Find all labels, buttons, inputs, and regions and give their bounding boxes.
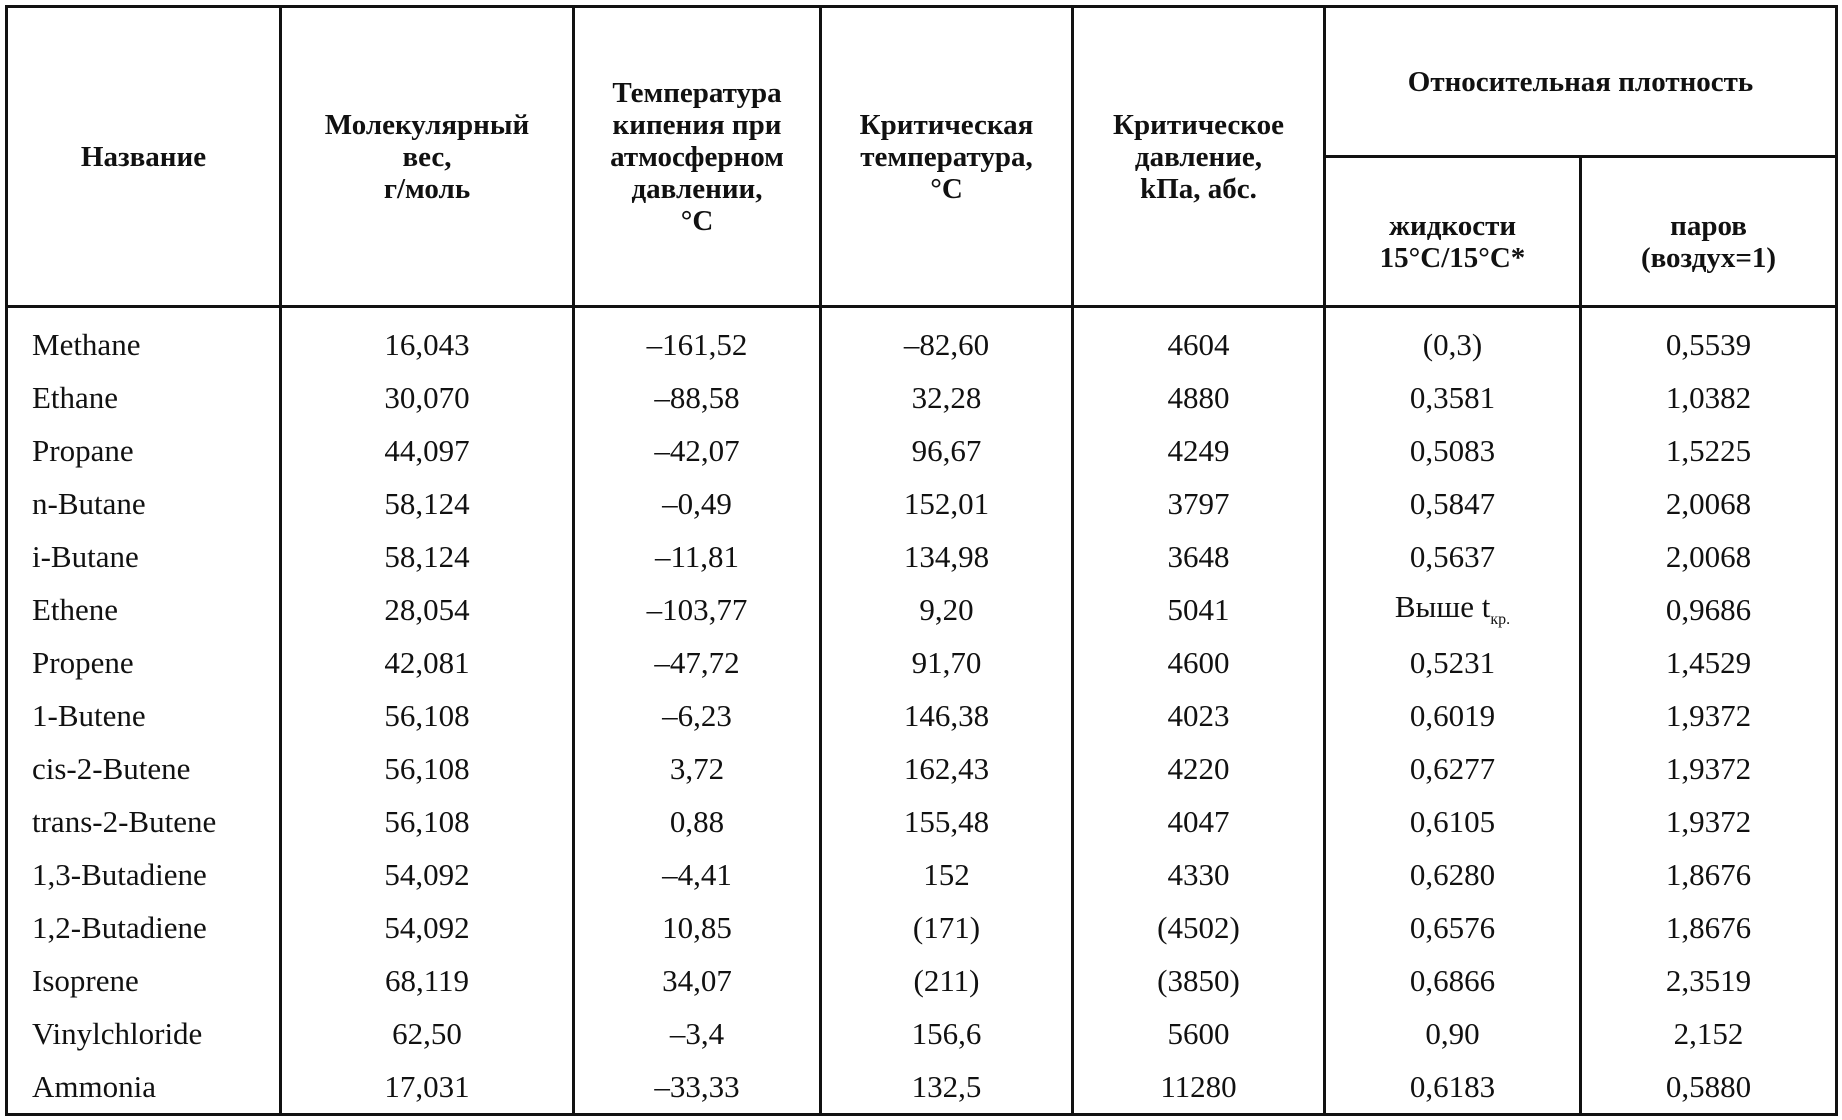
cell-value: 5600: [1167, 1015, 1230, 1051]
critical-temperature-cell: [821, 1007, 1073, 1060]
name-cell: [7, 424, 281, 477]
header-line: атмосферном: [610, 140, 784, 173]
cell-value: 10,85: [662, 909, 732, 945]
name-cell: [7, 901, 281, 954]
cell-value: 2,0068: [1665, 538, 1752, 574]
cell-value: –33,33: [654, 1068, 740, 1104]
liquid-density-cell: [1325, 1007, 1581, 1060]
cell-value: 4600: [1167, 644, 1230, 680]
cell-value: 1,8676: [1665, 909, 1752, 945]
cell-value: (171): [912, 909, 981, 945]
cell-value: 4249: [1167, 432, 1230, 468]
liquid-density-cell: [1325, 901, 1581, 954]
molecular-weight-cell: [281, 424, 574, 477]
cell-value: 1,9372: [1665, 697, 1752, 733]
liquid-density-cell: [1325, 1060, 1581, 1115]
table-row: [7, 477, 1837, 530]
vapor-density-cell: [1581, 795, 1837, 848]
cell-value: Propane: [32, 432, 134, 468]
molecular-weight-cell: [281, 795, 574, 848]
critical-temperature-cell: [821, 795, 1073, 848]
cell-value: 56,108: [384, 750, 470, 786]
liquid-density-cell: [1325, 954, 1581, 1007]
cell-value: 156,6: [911, 1015, 982, 1051]
table-row: [7, 1060, 1837, 1115]
vapor-density-cell: [1581, 1060, 1837, 1115]
cell-value: (0,3): [1422, 326, 1483, 362]
header-line: 15°С/15°С*: [1379, 241, 1526, 274]
liquid-density-cell: [1325, 848, 1581, 901]
molecular-weight-cell: [281, 742, 574, 795]
cell-value: 62,50: [392, 1015, 462, 1051]
liquid-density-cell: [1325, 307, 1581, 372]
vapor-density-cell: [1581, 742, 1837, 795]
molecular-weight-cell: [281, 530, 574, 583]
table-row: [7, 530, 1837, 583]
vapor-density-cell: [1581, 371, 1837, 424]
cell-value: 1,0382: [1665, 379, 1752, 415]
table-row: [7, 689, 1837, 742]
cell-value: 0,5847: [1409, 485, 1496, 521]
cell-value: cis-2-Butene: [32, 750, 191, 786]
table-row: [7, 848, 1837, 901]
cell-value: 1,5225: [1665, 432, 1752, 468]
cell-value: Ethene: [32, 591, 119, 627]
cell-value: 5041: [1167, 591, 1230, 627]
cell-value: 96,67: [911, 432, 982, 468]
critical-temperature-cell: [821, 689, 1073, 742]
cell-value: 2,0068: [1665, 485, 1752, 521]
critical-pressure-cell: [1073, 954, 1325, 1007]
liquid-density-cell: [1325, 530, 1581, 583]
header-line: давлении,: [631, 172, 763, 205]
cell-value: n-Butane: [32, 485, 146, 521]
table-row: [7, 636, 1837, 689]
name-cell: [7, 636, 281, 689]
cell-value: Ammonia: [32, 1068, 156, 1104]
properties-table: [5, 5, 1838, 1116]
cell-value: –103,77: [646, 591, 748, 627]
boiling-point-cell: [574, 954, 821, 1007]
cell-value: 134,98: [903, 538, 990, 574]
header-line: вес,: [402, 140, 452, 173]
header-vapor-density: [1581, 157, 1837, 307]
table-row: [7, 742, 1837, 795]
boiling-point-cell: [574, 583, 821, 636]
cell-value: 0,6019: [1409, 697, 1496, 733]
name-cell: [7, 689, 281, 742]
table-row: [7, 954, 1837, 1007]
critical-pressure-cell: [1073, 901, 1325, 954]
cell-value: 2,3519: [1665, 962, 1752, 998]
vapor-density-cell: [1581, 848, 1837, 901]
cell-value: 1,3-Butadiene: [32, 856, 207, 892]
header-line: kПа, абс.: [1140, 172, 1257, 205]
name-cell: [7, 307, 281, 372]
critical-temperature-cell: [821, 954, 1073, 1007]
critical-pressure-cell: [1073, 424, 1325, 477]
cell-value: 0,5539: [1665, 326, 1752, 362]
cell-value: –0,49: [662, 485, 732, 521]
name-cell: [7, 1007, 281, 1060]
boiling-point-cell: [574, 371, 821, 424]
vapor-density-cell: [1581, 583, 1837, 636]
cell-value: 0,6866: [1409, 962, 1496, 998]
cell-value: 4604: [1167, 326, 1230, 362]
critical-pressure-cell: [1073, 1060, 1325, 1115]
cell-value: –82,60: [903, 326, 990, 362]
boiling-point-cell: [574, 477, 821, 530]
name-cell: [7, 530, 281, 583]
cell-value: 28,054: [384, 591, 470, 627]
table-row: [7, 371, 1837, 424]
header-relative-density: [1325, 7, 1837, 157]
liquid-density-cell: [1325, 636, 1581, 689]
header-boiling-point: [574, 7, 821, 307]
header-line: температура,: [860, 140, 1033, 173]
critical-pressure-cell: [1073, 307, 1325, 372]
cell-value: 1,9372: [1665, 750, 1752, 786]
molecular-weight-cell: [281, 689, 574, 742]
table-body: [7, 307, 1837, 1115]
cell-value: 3,72: [669, 750, 725, 786]
cell-value: 1,4529: [1665, 644, 1752, 680]
cell-value: –6,23: [662, 697, 732, 733]
vapor-density-cell: [1581, 1007, 1837, 1060]
cell-subscript: кр.: [1490, 611, 1511, 629]
critical-pressure-cell: [1073, 371, 1325, 424]
cell-value: 16,043: [384, 326, 470, 362]
cell-value: i-Butane: [32, 538, 139, 574]
cell-value: 17,031: [384, 1068, 470, 1104]
boiling-point-cell: [574, 742, 821, 795]
critical-pressure-cell: [1073, 530, 1325, 583]
table-row: [7, 795, 1837, 848]
critical-pressure-cell: [1073, 795, 1325, 848]
boiling-point-cell: [574, 424, 821, 477]
cell-value: 4880: [1167, 379, 1230, 415]
vapor-density-cell: [1581, 530, 1837, 583]
cell-value: –47,72: [654, 644, 740, 680]
critical-temperature-cell: [821, 1060, 1073, 1115]
liquid-density-cell: [1325, 583, 1581, 636]
cell-value: 0,6105: [1409, 803, 1496, 839]
cell-value: 4330: [1167, 856, 1230, 892]
name-cell: [7, 954, 281, 1007]
cell-value: 91,70: [911, 644, 982, 680]
cell-value: (4502): [1157, 909, 1240, 945]
liquid-density-cell: [1325, 742, 1581, 795]
name-cell: [7, 583, 281, 636]
cell-value: 44,097: [384, 432, 470, 468]
header-critical-pressure: [1073, 7, 1325, 307]
molecular-weight-cell: [281, 583, 574, 636]
cell-value: 4220: [1167, 750, 1230, 786]
header-line: (воздух=1): [1640, 241, 1777, 274]
cell-value: 3797: [1167, 485, 1230, 521]
molecular-weight-cell: [281, 371, 574, 424]
name-cell: [7, 848, 281, 901]
table-row: [7, 424, 1837, 477]
vapor-density-cell: [1581, 307, 1837, 372]
liquid-density-cell: [1325, 477, 1581, 530]
cell-value: 34,07: [662, 962, 732, 998]
molecular-weight-cell: [281, 307, 574, 372]
critical-pressure-cell: [1073, 1007, 1325, 1060]
cell-value: 132,5: [911, 1068, 982, 1104]
cell-value: (211): [913, 962, 980, 998]
molecular-weight-cell: [281, 477, 574, 530]
molecular-weight-cell: [281, 1060, 574, 1115]
header-line: паров: [1670, 209, 1747, 242]
cell-value: –88,58: [654, 379, 740, 415]
cell-value: 56,108: [384, 803, 470, 839]
critical-pressure-cell: [1073, 848, 1325, 901]
vapor-density-cell: [1581, 689, 1837, 742]
molecular-weight-cell: [281, 901, 574, 954]
cell-value: 42,081: [384, 644, 470, 680]
boiling-point-cell: [574, 530, 821, 583]
cell-value: 0,5637: [1409, 538, 1496, 574]
boiling-point-cell: [574, 689, 821, 742]
header-line: кипения при: [612, 108, 782, 141]
cell-value: 0,9686: [1665, 591, 1752, 627]
cell-value: 56,108: [384, 697, 470, 733]
cell-value: 4023: [1167, 697, 1230, 733]
cell-value: trans-2-Butene: [32, 803, 217, 839]
vapor-density-cell: [1581, 954, 1837, 1007]
cell-value: 4047: [1167, 803, 1230, 839]
cell-value: 0,88: [669, 803, 725, 839]
cell-value: 54,092: [384, 856, 470, 892]
critical-temperature-cell: [821, 371, 1073, 424]
cell-value: 3648: [1167, 538, 1230, 574]
liquid-density-cell: [1325, 795, 1581, 848]
boiling-point-cell: [574, 1007, 821, 1060]
header-critical-temperature: [821, 7, 1073, 307]
cell-value: –4,41: [662, 856, 732, 892]
header-line: г/моль: [383, 172, 471, 205]
molecular-weight-cell: [281, 1007, 574, 1060]
boiling-point-cell: [574, 1060, 821, 1115]
properties-table-wrapper: [5, 5, 1835, 1111]
cell-value: Propene: [32, 644, 134, 680]
header-name-label: Название: [80, 140, 207, 173]
cell-value: –3,4: [669, 1015, 725, 1051]
vapor-density-cell: [1581, 477, 1837, 530]
table-row: [7, 583, 1837, 636]
molecular-weight-cell: [281, 636, 574, 689]
critical-pressure-cell: [1073, 477, 1325, 530]
liquid-density-cell: [1325, 424, 1581, 477]
cell-value: Vinylchloride: [32, 1015, 203, 1051]
header-line: Температура: [612, 76, 782, 109]
cell-value: 9,20: [919, 591, 974, 627]
cell-value: 1-Butene: [32, 697, 146, 733]
cell-value: 11280: [1160, 1068, 1237, 1104]
cell-value: 54,092: [384, 909, 470, 945]
critical-temperature-cell: [821, 307, 1073, 372]
cell-value: 0,6280: [1409, 856, 1496, 892]
critical-temperature-cell: [821, 583, 1073, 636]
cell-value: 0,6183: [1409, 1068, 1496, 1104]
critical-pressure-cell: [1073, 636, 1325, 689]
critical-temperature-cell: [821, 477, 1073, 530]
cell-value: 2,152: [1673, 1015, 1744, 1051]
critical-temperature-cell: [821, 636, 1073, 689]
cell-value: 68,119: [384, 962, 470, 998]
critical-temperature-cell: [821, 742, 1073, 795]
cell-value: 0,6576: [1409, 909, 1496, 945]
header-molecular-weight: [281, 7, 574, 307]
header-name: [7, 7, 281, 307]
vapor-density-cell: [1581, 424, 1837, 477]
cell-value: –11,81: [654, 538, 740, 574]
cell-value: 0,3581: [1409, 379, 1496, 415]
molecular-weight-cell: [281, 954, 574, 1007]
cell-value: Выше t: [1394, 589, 1491, 625]
header-line: Относительная плотность: [1407, 65, 1754, 98]
name-cell: [7, 477, 281, 530]
vapor-density-cell: [1581, 901, 1837, 954]
cell-value: 155,48: [903, 803, 990, 839]
cell-value: 30,070: [384, 379, 470, 415]
header-liquid-density: [1325, 157, 1581, 307]
vapor-density-cell: [1581, 636, 1837, 689]
critical-pressure-cell: [1073, 689, 1325, 742]
cell-value: 58,124: [384, 538, 470, 574]
boiling-point-cell: [574, 636, 821, 689]
boiling-point-cell: [574, 901, 821, 954]
table-row: [7, 1007, 1837, 1060]
cell-value: (3850): [1157, 962, 1240, 998]
liquid-density-cell: [1325, 371, 1581, 424]
critical-temperature-cell: [821, 424, 1073, 477]
header-line: °С: [680, 204, 714, 237]
critical-temperature-cell: [821, 848, 1073, 901]
name-cell: [7, 1060, 281, 1115]
cell-value: Methane: [32, 326, 141, 362]
cell-value: 0,90: [1425, 1015, 1480, 1051]
cell-value: 146,38: [903, 697, 990, 733]
cell-value: 162,43: [903, 750, 990, 786]
header-line: давление,: [1134, 140, 1263, 173]
critical-pressure-cell: [1073, 742, 1325, 795]
cell-value: 0,5083: [1409, 432, 1496, 468]
critical-temperature-cell: [821, 530, 1073, 583]
name-cell: [7, 371, 281, 424]
liquid-density-cell: [1325, 689, 1581, 742]
boiling-point-cell: [574, 795, 821, 848]
cell-value: –161,52: [646, 326, 748, 362]
cell-value: 0,5880: [1665, 1068, 1752, 1104]
cell-value: 1,9372: [1665, 803, 1752, 839]
header-line: °С: [930, 172, 963, 205]
cell-value: 58,124: [384, 485, 470, 521]
critical-temperature-cell: [821, 901, 1073, 954]
table-row: [7, 307, 1837, 372]
critical-pressure-cell: [1073, 583, 1325, 636]
name-cell: [7, 795, 281, 848]
cell-value: 152: [923, 856, 970, 892]
boiling-point-cell: [574, 848, 821, 901]
cell-value: 0,6277: [1409, 750, 1496, 786]
header-line: Критическое: [1113, 108, 1284, 141]
cell-value: Isoprene: [32, 962, 139, 998]
table-row: [7, 901, 1837, 954]
cell-value: 0,5231: [1409, 644, 1496, 680]
cell-value: 1,8676: [1665, 856, 1752, 892]
cell-value: –42,07: [654, 432, 740, 468]
boiling-point-cell: [574, 307, 821, 372]
cell-value: Ethane: [32, 379, 119, 415]
header-line: Критическая: [859, 108, 1034, 141]
name-cell: [7, 742, 281, 795]
cell-value: 1,2-Butadiene: [32, 909, 207, 945]
header-line: Молекулярный: [324, 108, 530, 141]
cell-value: 32,28: [911, 379, 982, 415]
header-line: жидкости: [1388, 209, 1517, 242]
molecular-weight-cell: [281, 848, 574, 901]
cell-value: 152,01: [903, 485, 990, 521]
